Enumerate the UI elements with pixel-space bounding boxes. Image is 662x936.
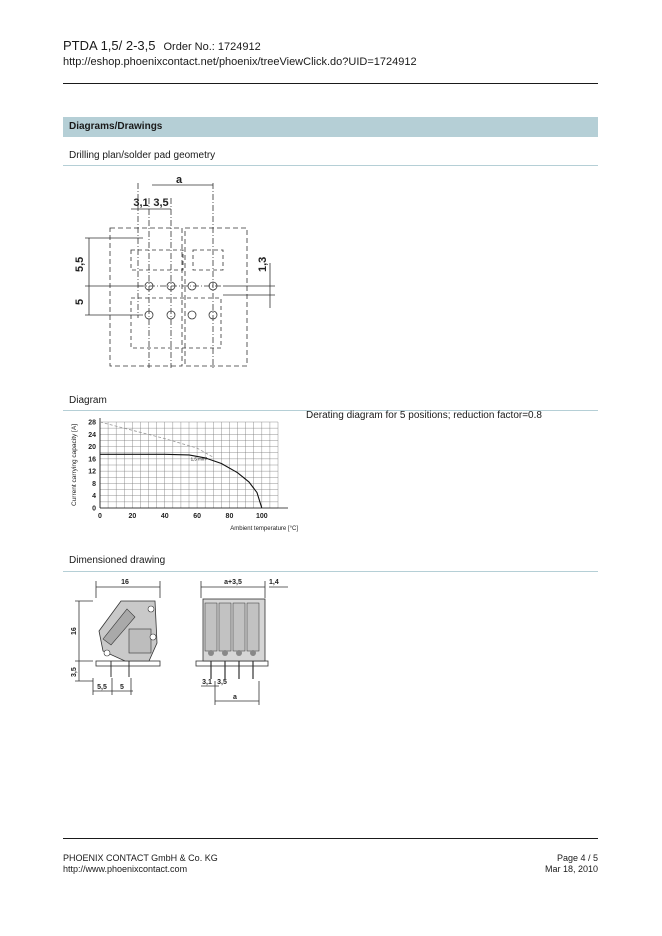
y-tick-label: 8 <box>92 480 96 488</box>
dim-left-width: 16 <box>121 579 129 586</box>
header-divider <box>63 83 598 84</box>
dim-left-d2: 5 <box>120 684 124 691</box>
y-tick-label: 20 <box>88 444 96 452</box>
dim-left-height2: 3,5 <box>71 667 78 677</box>
dim-3-1: 3,1 <box>133 197 149 209</box>
dim-a: a <box>175 174 183 186</box>
chart-grid <box>100 418 288 508</box>
order-number: Order No.: 1724912 <box>163 41 261 53</box>
dim-left-d1: 5,5 <box>97 684 107 691</box>
dim-1-3: 1,3 <box>257 256 269 272</box>
product-url[interactable]: http://eshop.phoenixcontact.net/phoenix/treeViewClick.do?UID=1724912 <box>63 56 417 68</box>
page-number: Page 4 / 5 <box>556 853 598 863</box>
dimensioned-divider <box>63 571 598 572</box>
section-header <box>63 117 598 137</box>
dim-right-thickness: 1,4 <box>269 579 279 586</box>
x-tick-label: 80 <box>225 513 234 520</box>
y-tick-label: 0 <box>92 505 96 513</box>
dim-3-5: 3,5 <box>153 197 169 209</box>
footer-left <box>63 853 218 875</box>
company-website[interactable]: http://www.phoenixcontact.com <box>63 864 188 874</box>
y-tick-label: 28 <box>88 419 96 427</box>
y-tick-label: 12 <box>88 468 96 476</box>
product-name: PTDA 1,5/ 2-3,5 <box>63 38 156 53</box>
x-tick-label: 20 <box>128 513 137 520</box>
dim-5: 5 <box>74 298 86 305</box>
drilling-plan-drawing <box>63 168 303 378</box>
dimensioned-drawing <box>63 573 293 708</box>
housing-outline-right <box>185 228 247 366</box>
diagram-title: Diagram <box>69 395 107 406</box>
dim-5-5: 5,5 <box>74 256 86 272</box>
footer-right <box>545 853 598 875</box>
footer-divider <box>63 838 598 839</box>
x-axis-label: Ambient temperature [°C] <box>230 526 298 532</box>
drilling-divider <box>63 165 598 166</box>
dim-right-a: a <box>233 694 237 701</box>
y-tick-label: 4 <box>92 493 96 501</box>
drilling-title: Drilling plan/solder pad geometry <box>69 150 216 161</box>
dimensioned-title: Dimensioned drawing <box>69 555 166 566</box>
dim-right-d1: 3,1 <box>202 679 212 686</box>
x-tick-label: 100 <box>255 513 268 520</box>
dim-right-d2: 3,5 <box>217 679 227 686</box>
x-tick-label: 60 <box>193 513 201 520</box>
page-title <box>63 38 261 53</box>
chart-ticks <box>88 420 268 521</box>
x-tick-label: 40 <box>160 513 169 520</box>
x-tick-label: 0 <box>98 513 102 520</box>
y-tick-label: 24 <box>88 431 96 439</box>
y-tick-label: 16 <box>88 456 96 464</box>
dim-left-height: 16 <box>71 627 78 635</box>
terminal-front-view <box>203 599 265 679</box>
terminal-side-view <box>99 601 157 677</box>
y-axis-label: Current carrying capacity [A] <box>71 423 78 507</box>
section-title: Diagrams/Drawings <box>69 121 163 132</box>
derating-chart <box>63 414 303 539</box>
company-name: PHOENIX CONTACT GmbH & Co. KG <box>63 853 218 863</box>
dim-right-width: a+3,5 <box>224 579 242 586</box>
page-date: Mar 18, 2010 <box>544 864 598 874</box>
series-label: 1,5 mm² <box>190 456 208 462</box>
diagram-caption: Derating diagram for 5 positions; reduction factor=0.8 <box>306 410 542 421</box>
